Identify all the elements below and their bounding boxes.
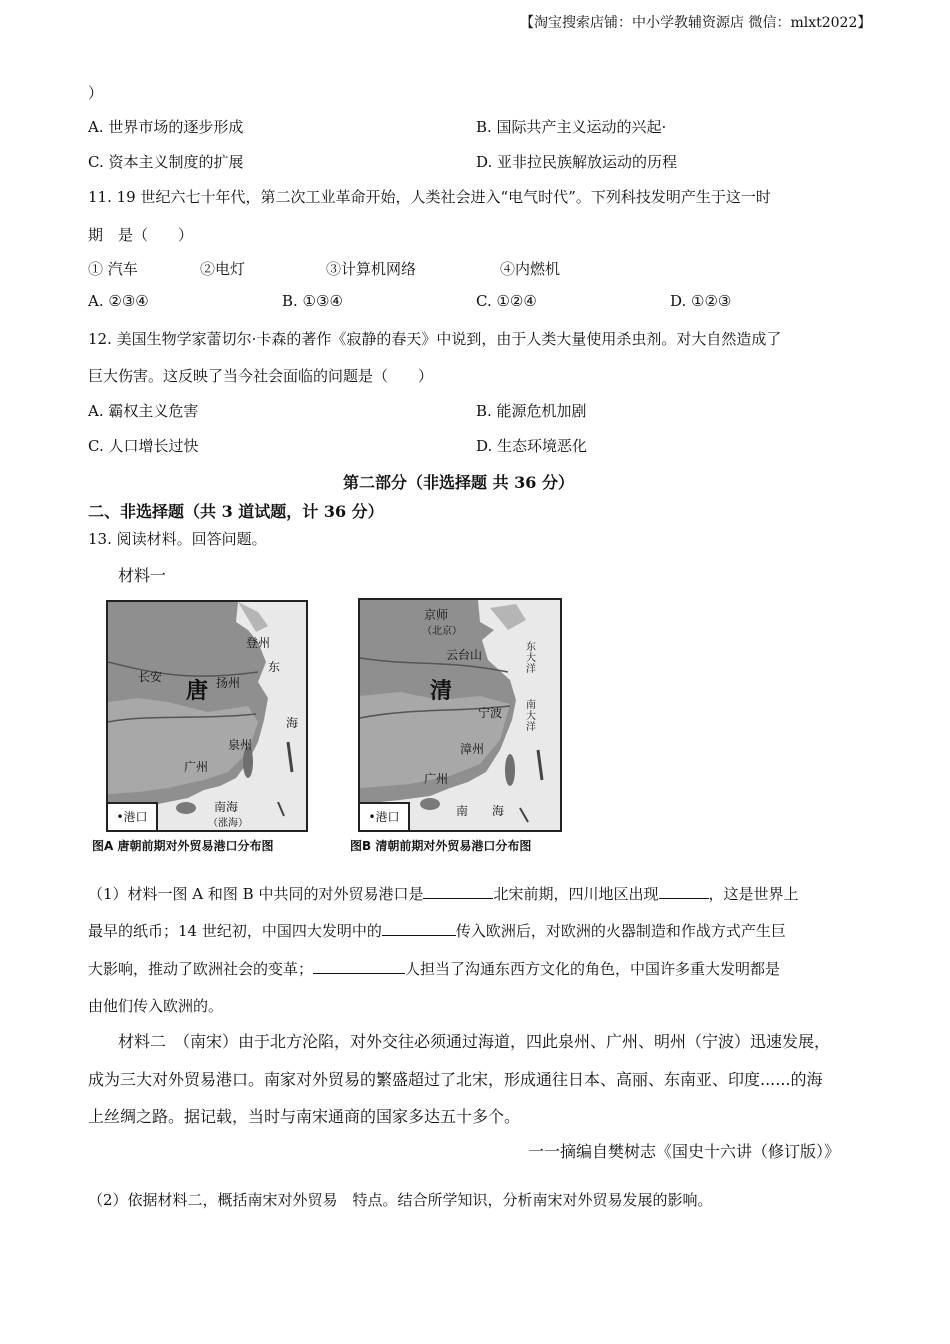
q13-sub1-text-1b: 北宋前期，四川地区出现	[493, 885, 659, 903]
q11-stem-line2: 期 是（ ）	[88, 226, 194, 244]
map-a-city-yangzhou: 扬州	[216, 676, 241, 690]
q12-option-a: A. 霸权主义危害	[88, 402, 199, 420]
q13-sub1-text-1c: ，这是世界上	[708, 885, 799, 903]
part2-title: 第二部分（非选择题 共 36 分）	[343, 473, 574, 492]
map-b-caption: 图B 清朝前期对外贸易港口分布图	[350, 839, 532, 853]
q13-stem: 13. 阅读材料。回答问题。	[88, 530, 267, 548]
q11-option-b: B. ①③④	[282, 292, 343, 310]
q12-option-d: D. 生态环境恶化	[476, 437, 588, 455]
material2-source: 一一摘编自樊树志《国史十六讲（修订版）》	[528, 1142, 841, 1161]
map-b-legend: •港口	[360, 802, 410, 830]
q11-option-c: C. ①②④	[476, 292, 537, 310]
map-a-legend: •港口	[108, 802, 158, 830]
map-b-dynasty-label: 清	[430, 679, 453, 704]
q11-item-2: ②电灯	[200, 260, 246, 278]
map-b-city-guangzhou: 广州	[424, 772, 449, 786]
map-a-sea-east-2: 海	[286, 716, 299, 730]
map-a-city-dengzhou: 登州	[246, 636, 271, 650]
q11-option-a: A. ②③④	[88, 292, 149, 310]
page-header: 【淘宝搜索店铺：中小学教辅资源店 微信：mlxt2022】	[520, 15, 872, 31]
q10-option-d: D. 亚非拉民族解放运动的历程	[476, 153, 678, 171]
q11-stem-line1: 11. 19 世纪六七十年代，第二次工业革命开始，人类社会进入“电气时代”。下列科技发明产生于这一时	[88, 188, 771, 206]
q13-sub1-text-3b: 人担当了沟通东西方文化的角色，中国许多重大发明都是	[405, 960, 781, 978]
q13-sub1-text-2b: 传入欧洲后，对欧洲的火器制造和作战方式产生巨	[455, 922, 786, 940]
section-heading: 二、非选择题（共 3 道试题，计 36 分）	[88, 502, 384, 521]
map-a-caption: 图A 唐朝前期对外贸易港口分布图	[92, 839, 274, 853]
q13-sub2: （2）依据材料二，概括南宋对外贸易 特点。结合所学知识，分析南宋对外贸易发展的影响。	[88, 1191, 713, 1209]
q11-item-1: ① 汽车	[88, 260, 138, 278]
map-b-city-zhangzhou: 漳州	[460, 742, 485, 756]
map-tang-ports	[106, 600, 308, 832]
map-b-sea-east-ocean: 东大洋	[526, 642, 536, 675]
answer-blank-4[interactable]	[313, 959, 405, 974]
map-a-city-quanzhou: 泉州	[228, 738, 253, 752]
q13-sub1-line3	[88, 958, 780, 979]
q11-option-d: D. ①②③	[670, 292, 732, 310]
q10-option-b: B. 国际共产主义运动的兴起·	[476, 118, 667, 136]
map-a-sea-east: 东	[268, 660, 281, 674]
q12-option-b: B. 能源危机加剧	[476, 402, 587, 420]
map-a-sea-south: 南海	[214, 800, 239, 814]
q12-stem-line2: 巨大伤害。这反映了当今社会面临的问题是（ ）	[88, 367, 434, 385]
q13-sub1-text-1a: （1）材料一图 A 和图 B 中共同的对外贸易港口是	[88, 885, 424, 903]
map-a-sea-south-alt: （涨海）	[208, 818, 248, 829]
q10-option-a: A. 世界市场的逐步形成	[88, 118, 244, 136]
map-b-city-ningbo: 宁波	[478, 706, 503, 720]
q11-item-4: ④内燃机	[500, 260, 561, 278]
q12-stem-line1: 12. 美国生物学家蕾切尔·卡森的著作《寂静的春天》中说到，由于人类大量使用杀虫剂。对大自然造成了	[88, 330, 782, 348]
map-a-graphic	[108, 602, 306, 830]
material2-line3: 上丝绸之路。据记载，当时与南宋通商的国家多达五十多个。	[88, 1107, 521, 1126]
map-a-city-changan: 长安	[138, 670, 163, 684]
map-b-city-jingshi: 京师	[424, 608, 449, 622]
q13-sub1-text-2a: 最早的纸币；14 世纪初，中国四大发明中的	[88, 922, 382, 940]
q13-sub1-text-3a: 大影响，推动了欧洲社会的变革；	[88, 960, 314, 978]
material2-line1: 材料二 （南宋）由于北方沦陷，对外交往必须通过海道，四此泉州、广州、明州（宁波）迅速发展，	[118, 1032, 831, 1051]
map-qing-ports	[358, 598, 562, 832]
map-a-dynasty-label: 唐	[186, 679, 209, 704]
map-b-city-yuntaishan: 云台山	[446, 648, 483, 662]
material2-line2: 成为三大对外贸易港口。南家对外贸易的繁盛超过了北宋，形成通往日本、高丽、东南亚、印度......的海	[88, 1070, 823, 1089]
q11-item-3: ③计算机网络	[326, 260, 417, 278]
material1-label: 材料一	[118, 566, 167, 585]
map-b-city-beijing: （北京）	[422, 626, 462, 637]
q12-option-c: C. 人口增长过快	[88, 437, 199, 455]
map-b-sea-south-ocean: 南大洋	[526, 700, 536, 733]
q10-tail: ）	[88, 84, 104, 102]
q13-sub1-line2	[88, 920, 786, 941]
q13-sub1-line4: 由他们传入欧洲的。	[88, 997, 224, 1015]
q13-sub1-line1	[88, 883, 799, 904]
q10-option-c: C. 资本主义制度的扩展	[88, 153, 244, 171]
map-a-city-guangzhou: 广州	[184, 760, 209, 774]
answer-blank-2[interactable]	[659, 884, 709, 899]
map-b-sea-south: 南 海	[456, 804, 505, 818]
answer-blank-1[interactable]	[423, 884, 493, 899]
answer-blank-3[interactable]	[382, 921, 456, 936]
